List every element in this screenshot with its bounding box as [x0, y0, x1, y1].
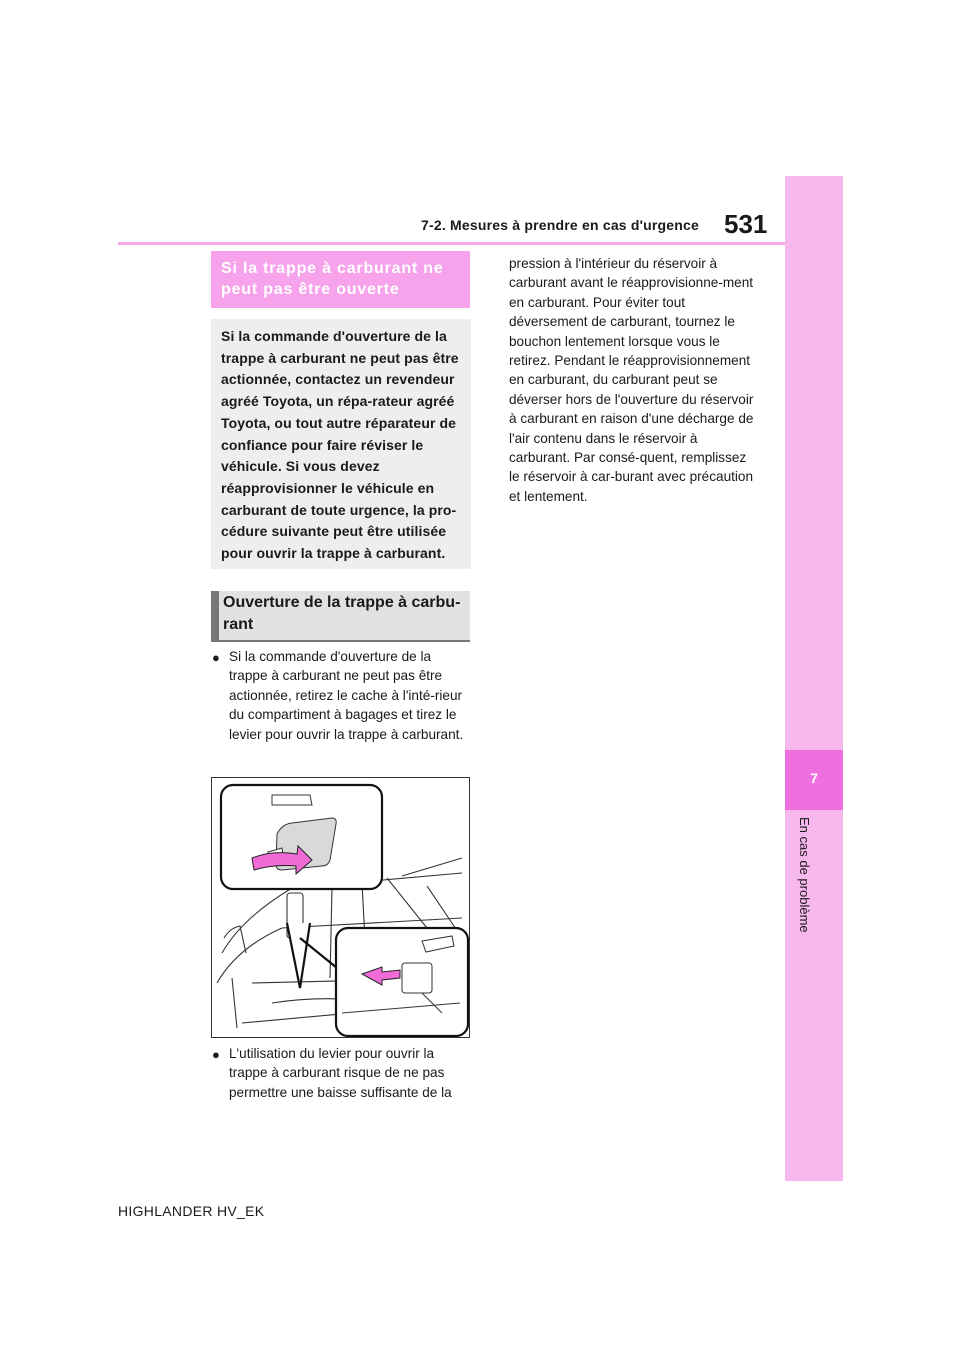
notice-text: Si la commande d'ouverture de la trappe à carburant ne peut pas être actionnée, contactez un revendeur agréé Toyota, un répa-rateur agréé Toyota, ou tout autre réparateur de confiance pour faire réviser le véhicule. Si vous devez réapprovisionner le véhicule en carburant de toute urgence, la pro-cédure suivante peut être utilisée pour ouvrir la trappe à carburant. — [221, 328, 459, 562]
bullet-icon: ● — [212, 1047, 220, 1062]
bullet-text-1: Si la commande d'ouverture de la trappe à carburant ne peut pas être actionnée, retirez le cache à l'inté-rieur du compartiment à bagages et tirez le levier pour ouvrir la trappe à carburant. — [229, 649, 464, 742]
chapter-side-tab — [785, 176, 843, 1181]
footer-model: HIGHLANDER HV_EK — [118, 1203, 265, 1219]
fuel-door-lever-illustration — [211, 777, 470, 1038]
continued-paragraph: pression à l'intérieur du réservoir à carburant avant le réapprovisionne-ment en carburant. Pour éviter tout déversement de carburant, tournez le bouchon lentement lorsque vous le retirez. Pendant le réapprovisionnement en carburant, du carburant peut se déverser hors de l'ouverture du réservoir à carburant en raison d'une décharge de l'air contenu dans le réservoir à carburant. Par consé-quent, remplissez le réservoir à car-burant avec précaution et lentement. — [509, 256, 754, 504]
header-rule — [118, 242, 785, 245]
bullet-text-2: L'utilisation du levier pour ouvrir la trappe à carburant risque de ne pas permettre une baisse suffisante de la — [229, 1046, 452, 1100]
chapter-number: 7 — [810, 770, 818, 786]
page-number: 531 — [724, 209, 768, 239]
chapter-label: En cas de problème — [797, 817, 812, 933]
pink-heading: Si la trappe à carburant ne peut pas être ouverte — [221, 260, 444, 298]
section-title: 7-2. Mesures à prendre en cas d'urgence — [421, 217, 700, 233]
section-heading-bar — [211, 591, 219, 640]
bullet-icon: ● — [212, 650, 220, 665]
section-heading: Ouverture de la trappe à carbu-rant — [223, 594, 461, 633]
